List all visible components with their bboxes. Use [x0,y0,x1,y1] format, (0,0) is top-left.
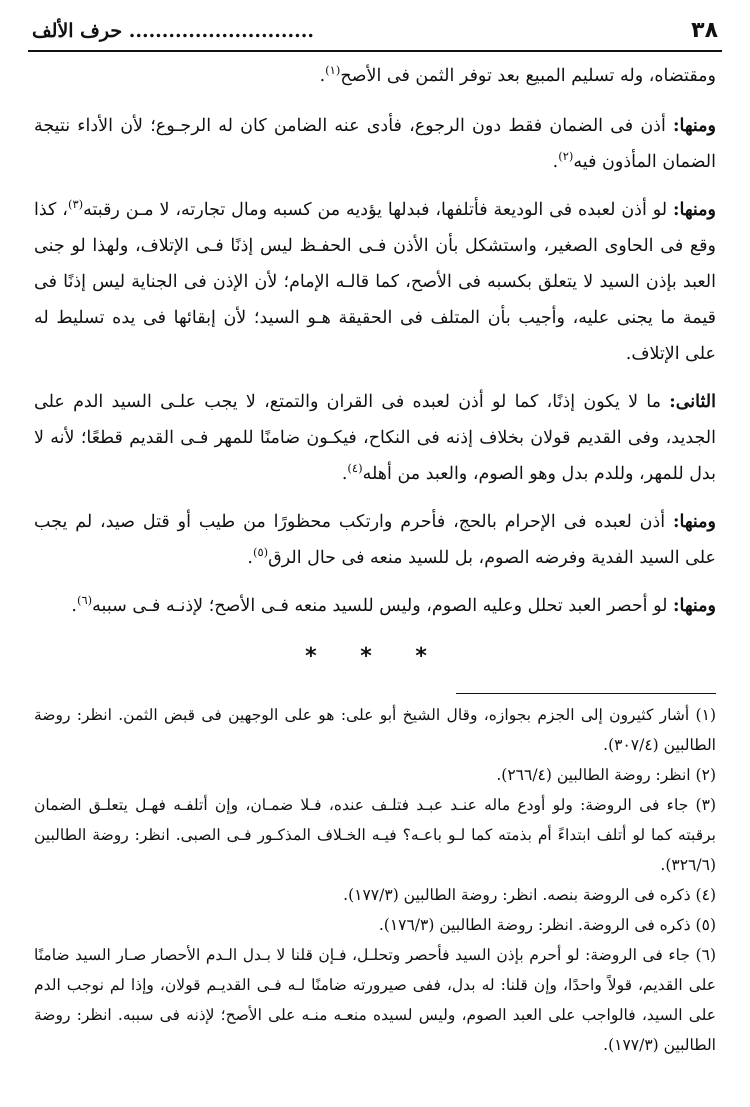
footnote-number: (٥) [695,916,716,934]
paragraph: ومنها: أذن فى الضمان فقط دون الرجوع، فأدى عنه الضامن كان له الرجـوع؛ لأن الأداء نتيجة الضمان المأذون فيه$^{(٢)}$. [34,116,716,172]
paragraph: الثانى: ما لا يكون إذنًا، كما لو أذن لعبده فى القران والتمتع، لا يجب علـى السيد الدم على الجديد، وفى القديم قولان بخلاف إذنه فى النكاح، فيكـون ضامنًا للمهر فـى القديم قطعًا؛ لأنه لا بدل للمهر، وللدم بدل وهو الصوم، والعبد من أهله$^{(٤)}$. [34,392,716,484]
paragraph: ومنها: أذن لعبده فى الإحرام بالحج، فأحرم وارتكب محظورًا من طيب أو قتل صيد، لم يجب على السيد الفدية وفرضه الصوم، بل للسيد منعه فى حال الرق$^{(٥)}$. [34,512,716,568]
paragraph-lead: ومنها: [673,200,716,220]
footnotes [34,700,716,1060]
footnote-number: (٤) [695,886,716,904]
footnote-ref[interactable]: (٢) [558,149,574,164]
footnote-ref[interactable]: (٦) [76,593,93,608]
footnote-ref[interactable]: (٣) [67,197,84,212]
footnote: (٤) ذكره فى الروضة بنصه. انظر: روضة الطالبين (١٧٧/٣). [343,886,716,904]
paragraph: ومنها: لو أحصر العبد تحلل وعليه الصوم، وليس للسيد منعه فـى الأصح؛ لإذنـه فـى سببه$^{(٦)}$. [71,593,716,616]
main-text [34,58,716,624]
section-separator: * * * [305,644,445,669]
footnote: (٢) انظر: روضة الطالبين (٢٦٦/٤). [496,766,716,784]
paragraph: ومقتضاه، وله تسليم المبيع بعد توفر الثمن فى الأصح$^{(١)}$. [319,63,716,86]
page-header [28,18,722,52]
footnote: (٣) جاء فى الروضة: ولو أودع ماله عنـد عبـد فتلـف عنده، فـلا ضمـان، وإن أتلفـه فهـل يتعلـق الضمان برقبته كما لو أتلف ابتداءً أم بذمته كما لـو باعـه؟ فيـه الخـلاف المذكـور فـى الصبى. انظر: روضة الطالبين (٣٢٦/٦). [34,796,716,874]
footnote: (٦) جاء فى الروضة: لو أحرم بإذن السيد فأحصر وتحلـل، فـإن قلنا لا بـدل الـدم الأحصار صـار السيد ضامنًا على القديم، قولاً واحدًا، وإن قلنا: له بدل، ففى صيرورته ضامنًا لـه فـى القديـم قولان، وإذا لم نوجب الدم على السيد، فالواجب على العبد الصوم، وليس لسيده منعـه منـه على الأصح؛ لإذنه فى سببه. انظر: روضة الطالبين (١٧٧/٣). [34,946,716,1054]
footnote-number: (٢) [695,766,716,784]
paragraph-lead: ومنها: [673,116,716,136]
footnote-number: (٦) [695,946,716,964]
footnote-ref[interactable]: (١) [325,63,341,78]
paragraph-lead: ومنها: [673,596,716,616]
footnote-ref[interactable]: (٥) [252,545,269,560]
footnote: (٥) ذكره فى الروضة. انظر: روضة الطالبين (١٧٦/٣). [378,916,716,934]
footnote-divider [456,693,716,694]
running-title: ............................ حرف الألف [32,20,314,42]
paragraph-lead: ومنها: [673,512,716,532]
footnote-ref[interactable]: (٤) [347,461,363,476]
footnote-number: (٣) [695,796,716,814]
page-number: ٣٨ [691,18,718,43]
footnote: (١) أشار كثيرون إلى الجزم بجوازه، وقال الشيخ أبو على: هو على الوجهين فى قبض الثمن. انظر: روضة الطالبين (٣٠٧/٤). [34,706,716,754]
paragraph-lead: الثانى: [669,392,716,412]
footnote-number: (١) [695,706,716,724]
paragraph: ومنها: لو أذن لعبده فى الوديعة فأتلفها، فبدلها يؤديه من كسبه ومال تجارته، لا مـن رقبته$^{(٣)}$، كذا وقع فى الحاوى الصغير، واستشكل بأن الأذن فـى الحفـظ ليس إذنًا فـى الإتلاف، ولهذا لو جنى العبد بإذن السيد لا يتعلق بكسبه فى الأصح، كما قالـه الإمام؛ لأن الإذن فى الجناية ليس إذنًا فى قيمة ما يجنى عليه، وأجيب بأن المتلف فى الحقيقة هـو السيد؛ لأن إبقائها فى يده تسليط له على الإتلاف. [34,197,716,364]
